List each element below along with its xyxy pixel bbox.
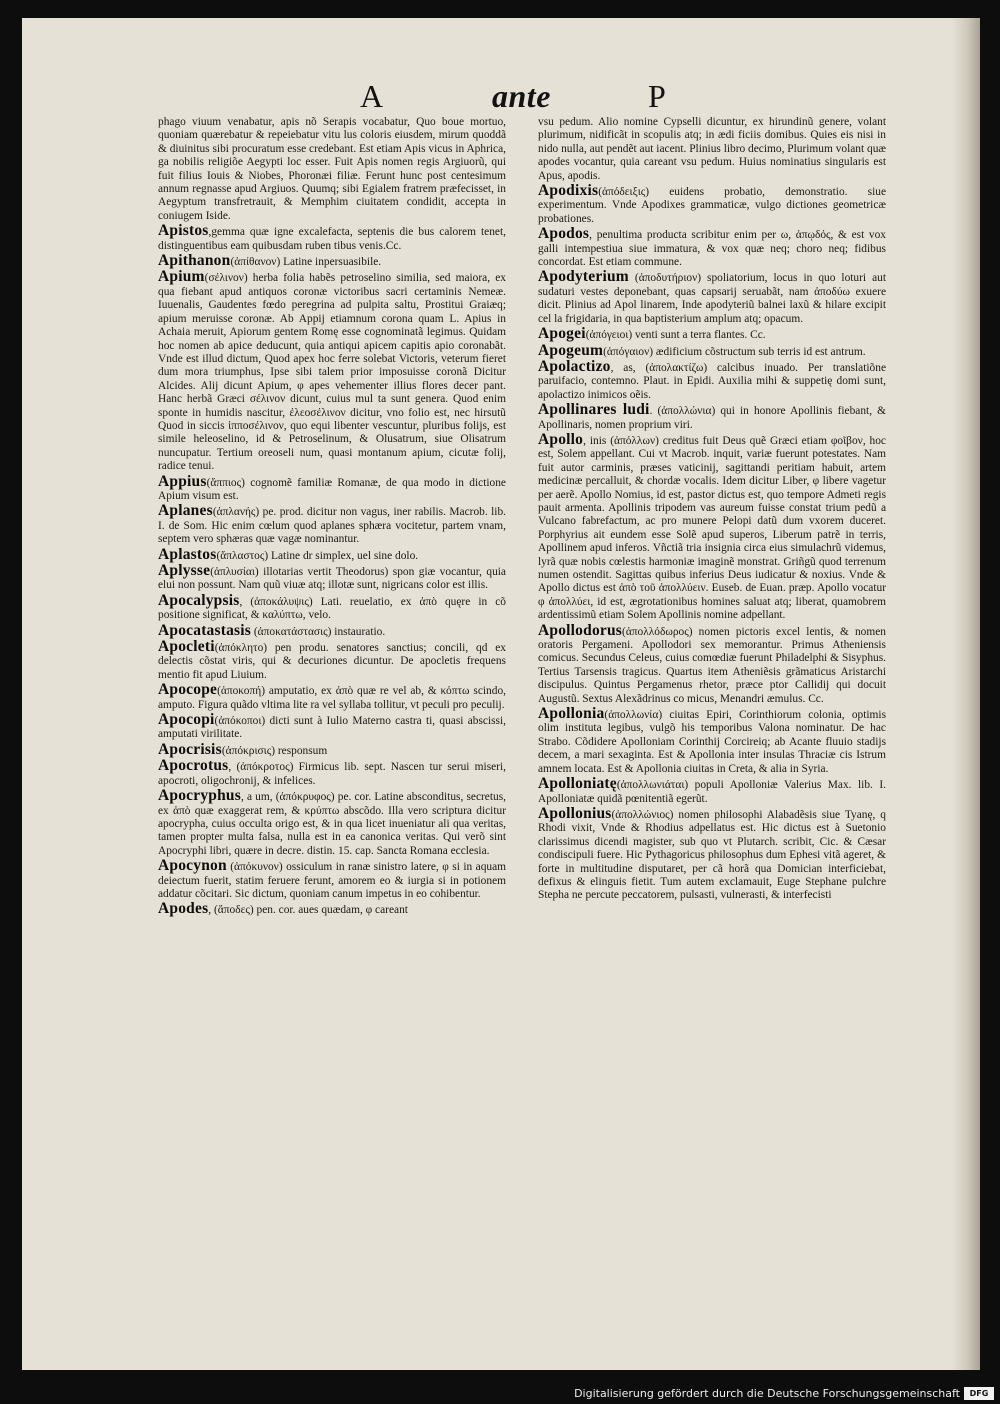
dictionary-entry (538, 269, 886, 326)
entry-text: (ἄπλαστος) Latine dr simplex, uel sine dolo. (216, 549, 419, 562)
entry-text: (ἀποδυτήριον) spoliatorium, locus in quo loturi aut sudaturi vestes deponebant, quas capsarij seruabãt, nam ἀποδύω exuere dicit. Plinius ad Apol linarem, Inde apodyteriũ balnei laxũ & hilare excipit cel la frigidaria, in qua baptisterium amplum atq; opacum. (538, 272, 886, 325)
scanned-page (22, 18, 980, 1370)
entry-text: (ἀπολλώνιος) nomen philosophi Alabadẽsis siue Tyanę, q Rhodi vixit, Vnde & Rhodius adpellatus est. Hic dictus est à Suetonio clarissimus dicendi magister, sub quo vt Plutarch. scribit, Cic. & Cæsar condiscipuli fuere. Hic Pythagoricus philosophus dum Ephesi vitã ageret, & forte in multitudine disputaret, per cã horã qua Domician interficiebat, defixus & elinguis fietit. Tum autem exclamauit, Euge Stephane pulchre Stepha ne percute peccatorem, pulsasti, vulnerasti, & interfecisti (538, 808, 886, 902)
dictionary-entry (158, 503, 506, 546)
entry-text: (ἀπλυσίαι) illotarias vertit Theodorus) spon giæ vocantur, quia elui non possunt. Nam quũ viuæ atq; illotæ sunt, nigricans color est illis. (158, 566, 506, 592)
running-header (22, 76, 980, 116)
entry-text: (ἀπόκλητο) pen produ. senatores sanctius; concili, qd ex delectis cõstat viris, qui & decuriones dicuntur. De apocletis frequens mentio fit apud Liuium. (158, 642, 506, 681)
entry-headword: Apodixis (538, 182, 599, 200)
funding-notice: Digitalisierung gefördert durch die Deutsche Forschungsgemeinschaft (574, 1387, 960, 1400)
entry-text: (ἄππιος) cognomẽ familiæ Romanæ, de qua modo in dictione Apium visum est. (158, 476, 506, 502)
entry-headword: Apocryphus (158, 787, 241, 805)
entry-headword: Apocrotus (158, 757, 229, 775)
header-letter-left: A (360, 78, 384, 114)
entry-headword: Apollonius (538, 804, 612, 822)
dfg-logo: DFG (964, 1387, 994, 1400)
entry-headword: Apogeum (538, 341, 604, 359)
entry-headword: Apollonia (538, 705, 605, 723)
header-word-middle: ante (492, 78, 551, 114)
entry-headword: Apocope (158, 681, 218, 699)
dictionary-entry (158, 593, 506, 623)
entry-headword: Apodyterium (538, 268, 629, 286)
dictionary-entry (538, 806, 886, 903)
dictionary-entry (158, 223, 506, 253)
dictionary-entry (538, 326, 886, 342)
entry-text: (ἀπόγειοι) venti sunt a terra flantes. Cc. (585, 329, 766, 342)
left-text-column (158, 116, 506, 918)
entry-text: (ἀπόγαιον) ædificium cõstructum sub terris id est antrum. (603, 345, 866, 358)
entry-text: ,gemma quæ igne excalefacta, septenis die bus calorem tenet, distinguentibus eam quibusdam ruben tibus venis.Cc. (158, 226, 506, 252)
entry-text: (ἀπολλόδωρος) nomen pictoris excel lentis, & nomen oratoris Pergameni. Apollodori sex memorantur. Primus Atheniensis comicus. Secundus Celeus, cuius comœdiæ fuerunt Philadelphi & Sisyphus. Tertius Tarsensis tragicus. Quartus item Atheniẽsis grãmaticus Aristarchi discipulus. Quintus Pergamenus rhetor, præce ptor Callidij qui docuit Augustũ. Sextus Alexãdrinus co micus, Menandri æmulus. Cc. (538, 625, 886, 705)
dictionary-entry (158, 758, 506, 788)
dictionary-entry (538, 706, 886, 776)
dictionary-entry (158, 253, 506, 269)
entry-headword: Apocynon (158, 857, 227, 875)
right-text-column (538, 116, 886, 903)
entry-text: , (ἀποκάλυψις) Lati. reuelatio, ex ἀπὸ quęre in cõ positione significat, & καλύπτω, velo. (158, 595, 506, 622)
entry-headword: Apocalypsis (158, 591, 240, 609)
entry-text: (ἀπολλωνία) ciuitas Epiri, Corinthiorum colonia, optimis olim instituta legibus, vulgõ his temporibus Valona nominatur. De hac Strabo. Cõdidere Apolloniam Corinthij Corcireiq; ab Acante fluuio stadijs decem, a mari sexaginta. Est & Apollonia inter insulas Thraciæ cis Istrum amnem locata. Est & Apollonia ciuitas in Creta, & alia in Syria. (538, 709, 886, 775)
entry-headword: Apollinares ludi (538, 401, 650, 419)
entry-headword: Apithanon (158, 252, 231, 270)
entry-text: (ἀποκατάστασις) instauratio. (251, 625, 386, 638)
entry-headword: Aplastos (158, 545, 217, 563)
entry-text: (ἀποκοπή) amputatio, ex ἀπὸ quæ re vel ab, & κόπτω scindo, amputo. Figura quãdo vltima lite ra vel syllaba tollitur, vt peculi pro peculij. (158, 685, 506, 711)
dictionary-entry (158, 547, 506, 563)
entry-text: (σέλινον) herba folia habẽs petroselino similia, sed maiora, ex qua fiebant apud antiquos coronæ victoribus sacri certaminis Nemeæ. Iuuenalis, Gaudentes fœdo peregrina ad pulpita saltu, Prostitui Graiæq; apium meruisse coronæ. Ab Appij etiamnum corona quam L. Apius in Achaia meruit, Apiorum gentem Romę esse cognominatã legimus. Quidam hoc nomen ab apice deducunt, quia antiqui apicem capitis apio coronabãt. Vnde est illud dictum, Quod apex hoc ferre solebat Victoris, veterum fieret dum mora triumphus, Ipse sibi talem prior imposuisse coronã Dicitur Alcides. Alij dicunt Apium, φ apes vehementer illius flores decer pant. Hanc herbã Græci σέλινον dicunt, cuius mul ta sunt genera. Quod enim sponte in humidis nascitur, ἐλεοσέλινον dicitur, vno folio est, nec hirsutũ Quod in siccis ἱπποσέλινον, quo equi libenter vescuntur, pluribus folijs, est simile heleoselino, id & Petroselinum, & Olusatrum, siue Olisatrum nuncupatur. Tertium oreoseli num, quasi montanum apium, cicutæ folij, radice tenui. (158, 272, 506, 473)
entry-headword: Apogei (538, 325, 586, 343)
entry-text: (ἀπόκρισις) responsum (221, 744, 328, 757)
dictionary-entry (538, 776, 886, 806)
dictionary-entry (158, 742, 506, 758)
entry-headword: Aplanes (158, 502, 213, 520)
entry-headword: Apollodorus (538, 621, 623, 639)
entry-text: , penultima producta scribitur enim per ω, ἀπῳδός, & est vox galli intempestiua siue immatura, & vox quæ neq; choro neq; fidibus concordat. Est etiam commune. (538, 229, 886, 269)
entry-text: , (ἀπόκροτος) Firmicus lib. sept. Nascen tur serui miseri, apocroti, oligochronij, & infelices. (158, 761, 506, 787)
entry-headword: Apodes (158, 900, 209, 918)
entry-headword: Apolactizo (538, 357, 611, 375)
entry-text: (ἀπόκοποι) dicti sunt à Iulio Materno castra ti, quasi abscissi, amputati virilitate. (158, 715, 506, 741)
dictionary-entry (158, 712, 506, 742)
entry-headword: Apocatastasis (158, 621, 252, 639)
entry-headword: Apocleti (158, 638, 215, 656)
entry-text: , a um, (ἀπόκρυφος) pe. cor. Latine absconditus, secretus, ex ἀπὸ quæ exaggerat rem, & κρύπτω abscõdo. Illa vero scriptura dicitur apocrypha, cuius occulta origo est, & in qua licet inueniatur ali qua veritas, tamen propter multa falsa, nulla est in ea canonica veritas. Qui verõ sint Apocryphi libri, quære in decre. distin. 15. cap. Sancta Romana ecclesia. (158, 791, 506, 857)
dictionary-entry (538, 116, 886, 183)
dictionary-entry (158, 788, 506, 858)
page-edge-shadow (952, 18, 980, 1370)
entry-text: (ἀπολλωνιάται) populi Apolloniæ Valerius Max. lib. I. Apolloniatæ quidã pœnitentiã egerũt. (538, 779, 886, 805)
dictionary-entry (538, 432, 886, 623)
dictionary-entry (158, 682, 506, 712)
entry-text: (ἀπόκυνον) ossiculum in ranæ sinistro latere, φ si in aquam deiectum fuerit, statim feruere ferunt, amorem eo & iurgia si in potionem addatur cõcitari. Sic dictum, quoniam canum impetus in eo cohibentur. (158, 861, 506, 900)
dictionary-entry (538, 402, 886, 432)
dictionary-entry (158, 116, 506, 223)
dictionary-entry (158, 858, 506, 901)
dictionary-entry (158, 563, 506, 593)
dictionary-entry (538, 226, 886, 269)
entry-text: , inis (ἀπόλλων) creditus fuit Deus quẽ Græci etiam φοῖβον, hoc est, Solem appellant. Cui vt Macrob. inquit, variæ fuerunt potestates. Nam fuit autor carminis, præses vaticinij, sagittandi peritiam habuit, artem medicinæ percalluit, & chordæ vocalis. Idem dicitur Liber, φ libere vagetur per aerẽ. Apollo Nomius, id est, pastor dictus est, quo tempore Admeti regis pauit armenta. Apollinis tripodem vas aureum fuisse constat trium pedũ a Vulcano fabrefactum, ac pro munere Pelopi datũ dum vxorem duceret. Porphyrius ait eundem esse Solẽ apud superos, Liberum patrẽ in terris, Apollinem apud inferos. Vñctiã tria insignia circa eius simulachrũ videmus, lyrã quæ nobis cœlestis harmoniæ imaginẽ monstrat. Griñgũ quod terrenum numen ostendit. Sagittas quibus inferius Deus iudicatur & noxius. Vnde & Apollo dictus est ἀπὸ τοῦ ἀπολλύειν. Euseb. de Euan. præp. Apollo vocatur φ ἀπολλύει, id est, ægrotationibus homines saluat atq; liberat, quamobrem ardentissimũ etiam Solem Apollinis nomine adpellant. (538, 434, 886, 622)
entry-headword: Appius (158, 472, 207, 490)
entry-headword: Apolloniatę (538, 775, 617, 793)
entry-text: (ἀπίθανον) Latine inpersuasibile. (230, 256, 382, 269)
entry-headword: Apollo (538, 430, 584, 448)
entry-headword: Apium (158, 268, 205, 286)
header-letter-right: P (648, 78, 667, 114)
dictionary-entry (158, 623, 506, 639)
entry-headword: Apodos (538, 225, 590, 243)
dictionary-entry (158, 639, 506, 682)
entry-text: , as, (ἀπολακτίζω) calcibus inuado. Per translatiõne paruifacio, contemno. Plaut. in Epidi. Auxilia mihi & suppetię domi sunt, apolactizo inimicos oẽis. (538, 361, 886, 401)
entry-headword: Apistos (158, 222, 209, 240)
entry-headword: Aplysse (158, 562, 211, 579)
dictionary-entry (538, 343, 886, 359)
dictionary-entry (158, 901, 506, 917)
dictionary-entry (158, 269, 506, 473)
dictionary-entry (158, 474, 506, 504)
entry-text: vsu pedum. Alio nomine Cypselli dicuntur, ex hirundinũ genere, volant plurimum, nidificãt in scopulis atq; in ædi ficiis domibus. Quies eis nisi in nido nulla, aut pendẽt aut iacent. Plinius libro decimo, Plurimum volant quæ apodes vocantur, quia careant vsu pedum. Huius nominatius singularis est Apus, apodis. (538, 116, 886, 182)
dictionary-entry (538, 623, 886, 706)
entry-headword: Apocrisis (158, 740, 222, 758)
digitization-footer (0, 1384, 1000, 1404)
entry-headword: Apocopi (158, 711, 215, 729)
entry-text: , (ἄποδες) pen. cor. aues quædam, φ careant (208, 904, 408, 917)
entry-text: . (ἀπολλώνια) qui in honore Apollinis fiebant, & Apollinaris, nomen proprium viri. (538, 405, 886, 431)
entry-text: (ἀπλανής) pe. prod. dicitur non vagus, iner rabilis. Macrob. lib. I. de Som. Hic enim cœlum quod aplanes sphæra vocitetur, partem vnam, septem vero sphæras quæ vagæ nominantur. (158, 506, 506, 546)
entry-text: (ἀπόδειξις) euidens probatio, demonstratio. siue experimentum. Vnde Apodixes grammaticæ, vulgo dictiones geometricæ probationes. (538, 186, 886, 225)
entry-text: phago viuum venabatur, apis nõ Serapis vocabatur, Quo boue mortuo, quoniam quærebatur & repeiebatur vitu lus coloris eiusdem, mirum quoddã & diuinitus sibi procuratum esse credebant. Est etiam Apis vicus in Aphrica, ga nobilis religiõe Aegypti loc esser. Fuit Apis nomen regis Argiuorũ, qui fuit filius Iouis & Niobes, Phoronæi filiæ. Ferunt hunc post centesimum annum regnasse apud Argiuos. Quumq; sibi Egialem fratrem præfecisset, in Aegyptum transfretrauit, & Memphim ciuitatem condidit, accepta in coniugem Iside. (158, 116, 506, 222)
dictionary-entry (538, 183, 886, 226)
dictionary-entry (538, 359, 886, 402)
